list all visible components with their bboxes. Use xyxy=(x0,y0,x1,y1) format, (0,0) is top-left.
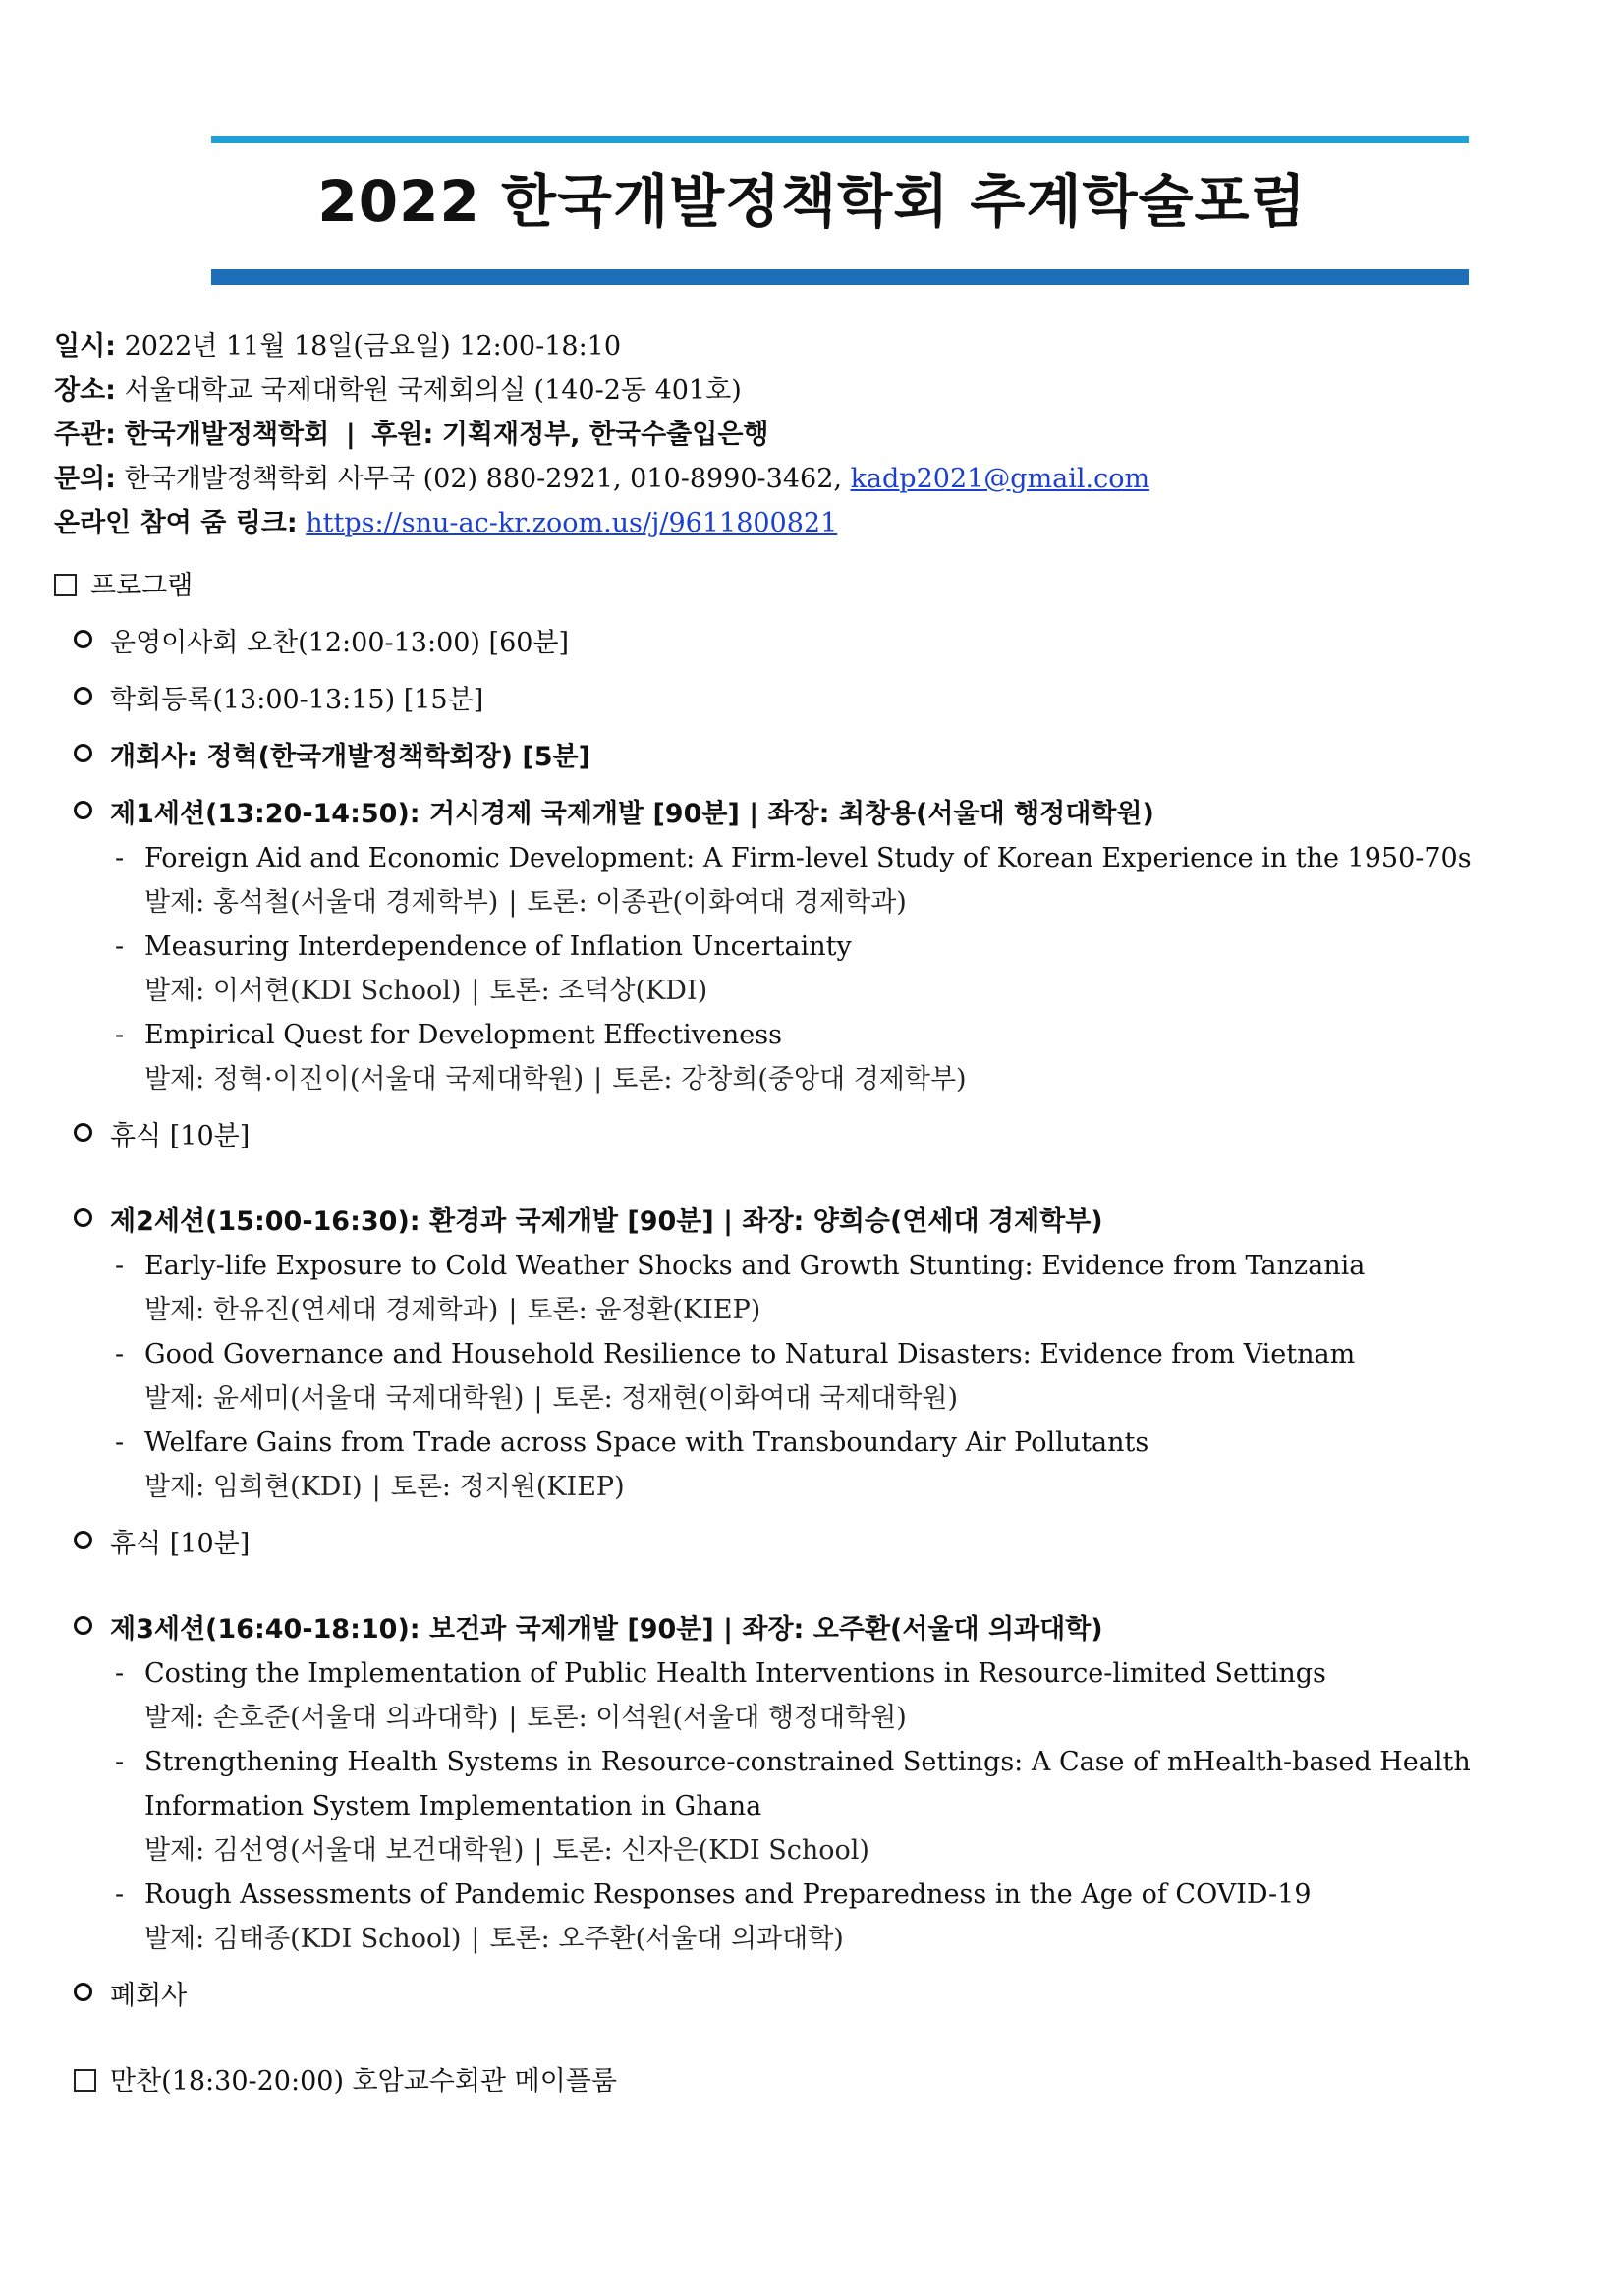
contact-label: 문의: xyxy=(54,464,116,494)
info-host xyxy=(54,413,1587,457)
list-item-break-1: 휴식 [10분] xyxy=(74,1114,1587,1158)
dinner-heading: 만찬(18:30-20:00) 호암교수회관 메이플룸 xyxy=(74,2059,1587,2103)
info-date xyxy=(54,324,1587,368)
list-item-board-lunch: 운영이사회 오찬(12:00-13:00) [60분] xyxy=(74,621,1587,665)
paper-credits: 발제: 임희현(KDI) | 토론: 정지원(KIEP) xyxy=(144,1472,625,1502)
page-title: 2022 한국개발정책학회 추계학술포럼 xyxy=(317,168,1307,235)
title-top-rule xyxy=(211,136,1469,143)
list-item-opening: 개회사: 정혁(한국개발정책학회장) [5분] xyxy=(74,735,1587,779)
list-item-closing: 폐회사 xyxy=(74,1974,1587,2018)
contact-value: 한국개발정책학회 사무국 (02) 880-2921, 010-8990-3462, xyxy=(124,464,842,494)
paper-credits: 발제: 김태종(KDI School) | 토론: 오주환(서울대 의과대학) xyxy=(144,1924,844,1954)
event-info xyxy=(54,324,1587,545)
paper-title: - Empirical Quest for Development Effectiveness xyxy=(115,1020,782,1050)
program xyxy=(54,564,1587,2103)
info-contact xyxy=(54,457,1587,501)
paper-credits: 발제: 한유진(연세대 경제학과) | 토론: 윤정환(KIEP) xyxy=(144,1295,761,1325)
contact-email-link[interactable]: kadp2021@gmail.com xyxy=(850,464,1150,494)
circle-bullet-icon xyxy=(74,1983,92,2001)
session-2-title: 제2세션(15:00-16:30): 환경과 국제개발 [90분] | 좌장: 양희승(연세대 경제학부) xyxy=(74,1200,1587,1244)
checkbox-square-icon xyxy=(54,574,77,596)
host-value: 한국개발정책학회 xyxy=(124,420,330,450)
circle-bullet-icon xyxy=(74,1531,92,1549)
circle-bullet-icon xyxy=(74,630,92,648)
info-place xyxy=(54,368,1587,413)
paper-credits: 발제: 윤세미(서울대 국제대학원) | 토론: 정재현(이화여대 국제대학원) xyxy=(144,1383,958,1414)
paper-credits: 발제: 정혁·이진이(서울대 국제대학원) | 토론: 강창희(중앙대 경제학부) xyxy=(144,1064,967,1094)
circle-bullet-icon xyxy=(74,1208,92,1227)
paper-credits: 발제: 이서현(KDI School) | 토론: 조덕상(KDI) xyxy=(144,976,708,1006)
session-1-title: 제1세션(13:20-14:50): 거시경제 국제개발 [90분] | 좌장: 최창용(서울대 행정대학원) xyxy=(74,792,1587,836)
paper-title: - Good Governance and Household Resilience to Natural Disasters: Evidence from Vietnam xyxy=(115,1339,1356,1370)
paper-credits: 발제: 손호준(서울대 의과대학) | 토론: 이석원(서울대 행정대학원) xyxy=(144,1703,907,1733)
host-label: 주관: xyxy=(54,420,116,450)
date-value: 2022년 11월 18일(금요일) 12:00-18:10 xyxy=(124,331,622,362)
place-value: 서울대학교 국제대학원 국제회의실 (140-2동 401호) xyxy=(124,375,742,406)
zoom-label: 온라인 참여 줌 링크: xyxy=(54,508,298,538)
place-label: 장소: xyxy=(54,375,116,406)
paper-title: - Welfare Gains from Trade across Space with Transboundary Air Pollutants xyxy=(115,1428,1149,1458)
paper-title: - Costing the Implementation of Public Health Interventions in Resource-limited Settings xyxy=(115,1658,1326,1689)
paper-title: - Rough Assessments of Pandemic Responses and Preparedness in the Age of COVID-19 xyxy=(115,1879,1312,1910)
paper-credits: 발제: 김선영(서울대 보건대학원) | 토론: 신자은(KDI School) xyxy=(144,1835,869,1866)
paper-title: - Strengthening Health Systems in Resource-constrained Settings: A Case of mHealth-based Health xyxy=(115,1747,1471,1777)
session-3-title: 제3세션(16:40-18:10): 보건과 국제개발 [90분] | 좌장: 오주환(서울대 의과대학) xyxy=(74,1607,1587,1652)
program-heading: 프로그램 xyxy=(54,564,1587,608)
circle-bullet-icon xyxy=(74,1123,92,1142)
paper-title: - Early-life Exposure to Cold Weather Shocks and Growth Stunting: Evidence from Tanzania xyxy=(115,1251,1366,1281)
circle-bullet-icon xyxy=(74,801,92,819)
list-item-break-2: 휴식 [10분] xyxy=(74,1522,1587,1566)
title-bottom-rule xyxy=(211,269,1469,285)
sponsor-value: 기획재정부, 한국수출입은행 xyxy=(441,420,769,450)
zoom-link[interactable]: https://snu-ac-kr.zoom.us/j/9611800821 xyxy=(306,508,838,538)
paper-title: - Measuring Interdependence of Inflation Uncertainty xyxy=(115,931,852,962)
paper-title: - Foreign Aid and Economic Development: A Firm-level Study of Korean Experience in the 1950-70s xyxy=(115,843,1472,873)
info-zoom xyxy=(54,501,1587,545)
separator: | xyxy=(345,420,356,450)
checkbox-square-icon xyxy=(74,2069,96,2092)
date-label: 일시: xyxy=(54,331,116,362)
paper-title-continued: Information System Implementation in Ghana xyxy=(144,1791,762,1821)
list-item-registration: 학회등록(13:00-13:15) [15분] xyxy=(74,678,1587,722)
sponsor-label: 후원: xyxy=(371,420,434,450)
paper-credits: 발제: 홍석철(서울대 경제학부) | 토론: 이종관(이화여대 경제학과) xyxy=(144,887,907,918)
circle-bullet-icon xyxy=(74,1616,92,1635)
circle-bullet-icon xyxy=(74,687,92,705)
circle-bullet-icon xyxy=(74,744,92,762)
